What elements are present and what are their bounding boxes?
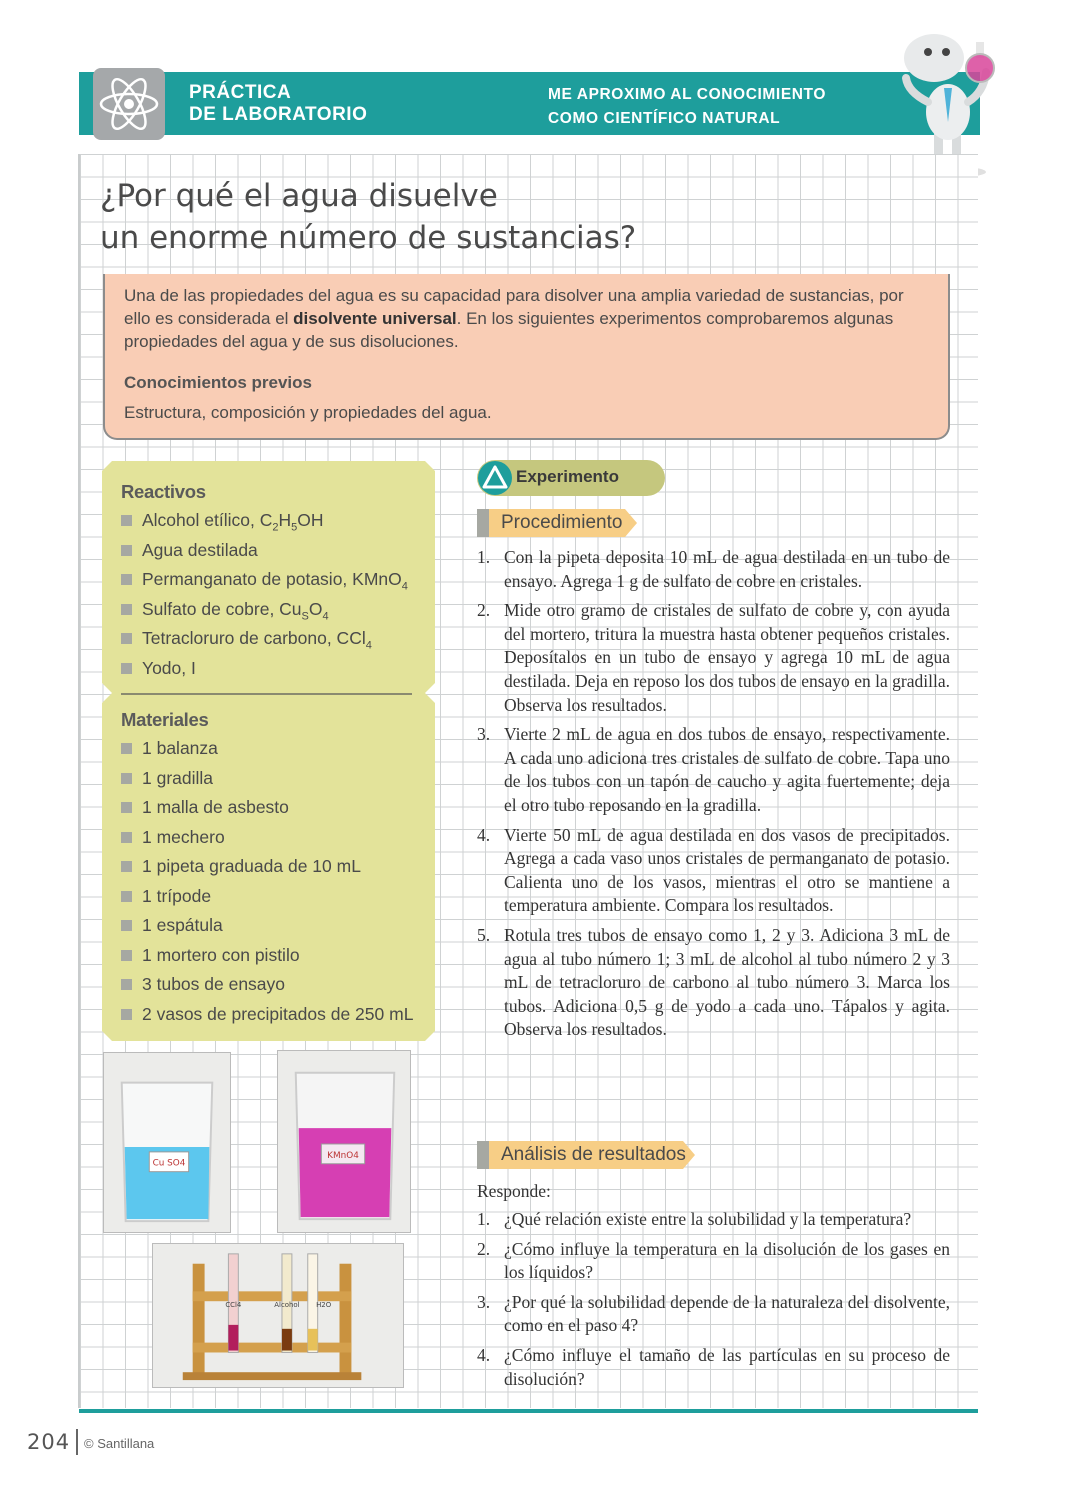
prior-knowledge-title: Conocimientos previos: [124, 373, 312, 392]
footer-divider: [76, 1429, 78, 1455]
list-item: Permanganato de potasio, KMnO$_4$: [121, 565, 408, 595]
panel-divider: [121, 693, 412, 695]
warning-triangle-icon: [478, 461, 512, 495]
list-item: 1 espátula: [121, 911, 413, 941]
list-item: 1. Con la pipeta deposita 10 mL de agua destilada en un tubo de ensayo. Agrega 1 g de sulfato de cobre en cristales.: [477, 547, 950, 591]
analysis-title: Análisis de resultados: [501, 1144, 686, 1165]
list-item: 1 trípode: [121, 882, 413, 912]
list-item: Alcohol etílico, $C_2H_5OH$: [121, 506, 408, 536]
list-item: 3. Vierte 2 mL de agua en dos tubos de ensayo, respectivamente. A cada uno adiciona tres cristales de sulfato de cobre. Tapa uno de los tubos con un tapón de caucho y agita fuertemente; deja el otro tubo reposando en la gradilla.: [477, 724, 950, 815]
list-item: 1 malla de asbesto: [121, 793, 413, 823]
analysis-questions: [477, 1208, 950, 1397]
list-item: 2. Mide otro gramo de cristales de sulfato de cobre y, con ayuda del mortero, tritura la muestra hasta obtener pequeños cristales. Deposítalos en un tubo de ensayo y agrega 10 mL de agua destilada. Deja en reposo los dos tubos de ensayo en la gradilla. Observa los resultados.: [477, 600, 950, 715]
analysis-prompt: Responde:: [477, 1181, 551, 1201]
bottom-rule: [79, 1409, 978, 1413]
atom-icon: [93, 68, 165, 140]
page-title: ¿Por qué el agua disuelve un enorme número de sustancias?: [100, 178, 637, 256]
list-item: 3. ¿Por qué la solubilidad depende de la naturaleza del disolvente, como en el paso 4?: [477, 1291, 950, 1336]
beaker1-label: Cu SO4: [152, 1158, 186, 1169]
materials-list: [121, 734, 413, 1029]
rack-label-1: CCl4: [225, 1301, 242, 1310]
list-item: 1 gradilla: [121, 764, 413, 794]
list-item: 1 balanza: [121, 734, 413, 764]
materials-title: Materiales: [121, 709, 209, 730]
procedure-steps: [477, 546, 950, 1048]
procedure-title: Procedimiento: [501, 512, 623, 533]
list-item: 1. ¿Qué relación existe entre la solubilidad y la temperatura?: [477, 1209, 912, 1229]
photo-permanganate-beaker: [277, 1050, 411, 1233]
list-item: 5. Rotula tres tubos de ensayo como 1, 2 y 3. Adiciona 3 mL de agua al tubo número 1; 3 mL de alcohol al tubo número 2 y 3 mL de tetracloruro de carbono al tubo número 3. Marca los tubos. Adiciona 0,5 g de yodo a cada uno. Tápalos y agita. Observa los resultados.: [477, 924, 950, 1040]
list-item: 2 vasos de precipitados de 250 mL: [121, 1000, 413, 1030]
photo-test-tube-rack: [152, 1243, 404, 1388]
list-item: 4. ¿Cómo influye el tamaño de las partículas en su proceso de disolución?: [477, 1344, 950, 1389]
intro-text: Una de las propiedades del agua es su capacidad para disolver una amplia variedad de sustancias, por ello es considerada el disolvente universal. En los siguientes experimentos comprobaremos algunas propiedades del agua y de sus disoluciones.: [124, 286, 904, 351]
section-subtitle: ME APROXIMO AL CONOCIMIENTO COMO CIENTÍFICO NATURAL: [548, 86, 826, 127]
section-type-label: PRÁCTICA DE LABORATORIO: [189, 82, 368, 125]
list-item: 1 mechero: [121, 823, 413, 853]
experiment-label: Experimento: [516, 467, 619, 486]
reagents-title: Reactivos: [121, 481, 206, 502]
copyright: © Santillana: [84, 1436, 155, 1451]
list-item: 1 mortero con pistilo: [121, 941, 413, 971]
rack-label-2: Alcohol: [274, 1301, 300, 1310]
list-item: 2. ¿Cómo influye la temperatura en la disolución de los gases en los líquidos?: [477, 1238, 950, 1283]
reagents-list: [121, 506, 408, 683]
rack-label-3: H2O: [316, 1301, 332, 1310]
page-number: 204: [27, 1430, 71, 1454]
list-item: Sulfato de cobre, $Cu_SO_4$: [121, 595, 408, 625]
prior-knowledge-text: Estructura, composición y propiedades del agua.: [124, 403, 492, 422]
list-item: Yodo, I: [121, 654, 408, 684]
beaker2-label: KMnO4: [327, 1150, 359, 1161]
list-item: 3 tubos de ensayo: [121, 970, 413, 1000]
photo-copper-sulfate-beaker: [103, 1052, 231, 1233]
list-item: Agua destilada: [121, 536, 408, 566]
list-item: Tetracloruro de carbono, CCl$_4$: [121, 624, 408, 654]
intro-box: [103, 274, 950, 440]
list-item: 1 pipeta graduada de 10 mL: [121, 852, 413, 882]
list-item: 4. Vierte 50 mL de agua destilada en dos vasos de precipitados. Agrega a cada vaso unos cristales de permanganato de potasio. Calienta uno de los vasos, mientras el otro se mantiene a temperatura ambiente. Compara los resultados.: [477, 824, 950, 916]
